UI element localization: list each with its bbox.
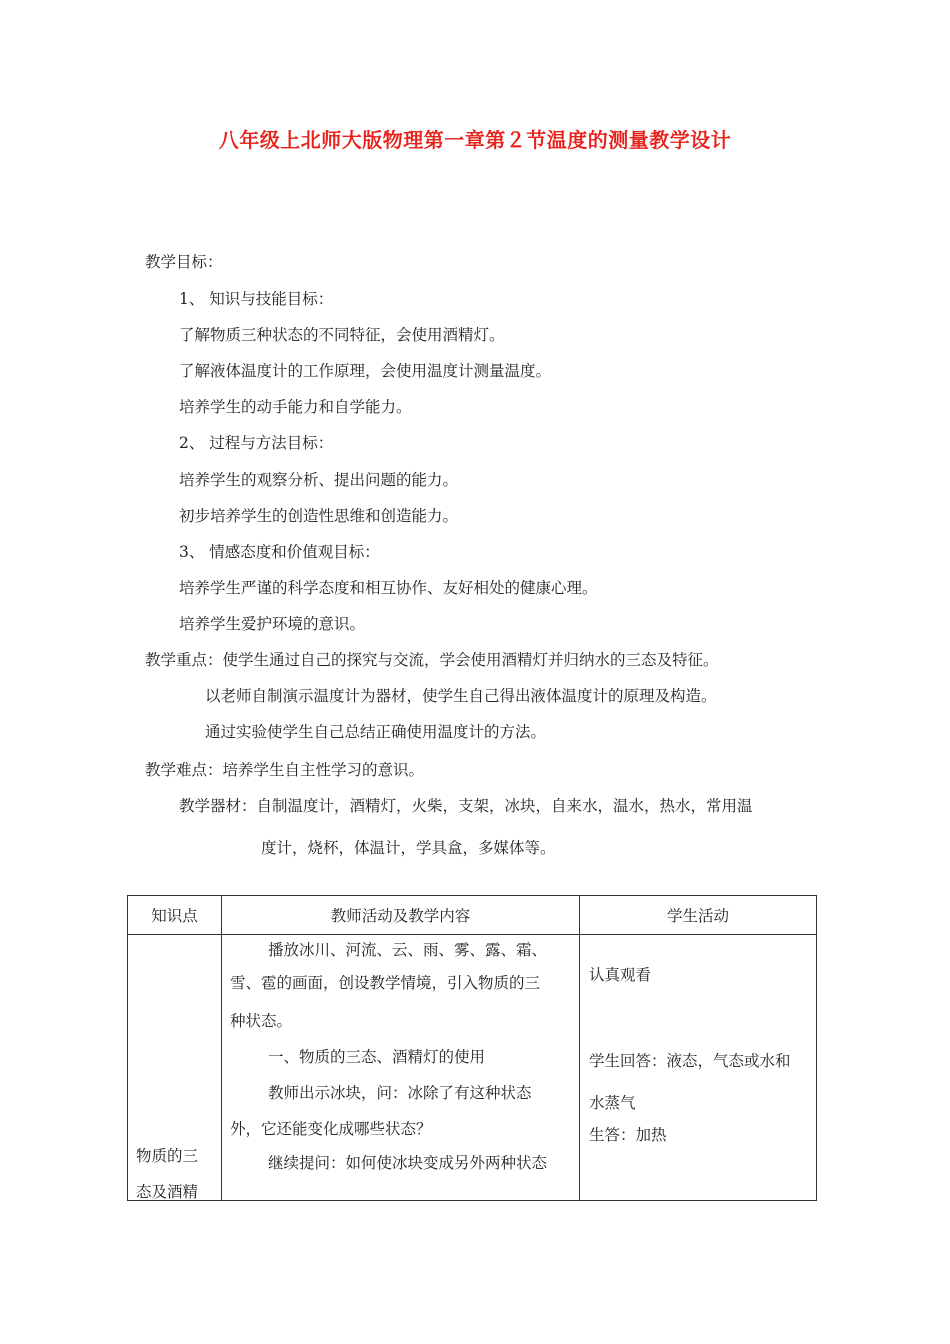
teacher-activity-cell (222, 935, 580, 1201)
document-title: 八年级上北师大版物理第一章第２节温度的测量教学设计 (218, 128, 732, 152)
objective-item: 培养学生严谨的科学态度和相互协作、友好相处的健康心理。 (179, 579, 598, 597)
teacher-line: 种状态。 (230, 1012, 293, 1030)
student-activity-cell (580, 935, 817, 1201)
equipment-line: 教学器材：自制温度计，酒精灯，火柴，支架，冰块，自来水，温水，热水，常用温 (179, 797, 753, 815)
equipment-line: 度计，烧杯，体温计，学具盒，多媒体等。 (261, 839, 556, 857)
objective-item: 培养学生的观察分析、提出问题的能力。 (179, 471, 459, 489)
table-row (128, 935, 817, 1201)
lesson-table (127, 895, 817, 1201)
key-points-line: 以老师自制演示温度计为器材，使学生自己得出液体温度计的原理及构造。 (205, 687, 717, 705)
objective-section-3-label: 3、 情感态度和价值观目标： (179, 543, 380, 561)
teacher-line: 教师出示冰块，问：冰除了有这种状态 (268, 1084, 532, 1102)
header-knowledge-point: 知识点 (128, 896, 222, 935)
header-student-activity: 学生活动 (580, 896, 817, 935)
student-line: 生答：加热 (589, 1126, 667, 1144)
objective-section-1-label: 1、 知识与技能目标： (179, 290, 334, 308)
objective-section-2-label: 2、 过程与方法目标： (179, 434, 334, 452)
student-line: 认真观看 (589, 966, 652, 984)
teacher-line: 播放冰川、河流、云、雨、雾、露、霜、 (268, 941, 548, 959)
student-line: 水蒸气 (589, 1094, 636, 1112)
header-teacher-activity: 教师活动及教学内容 (222, 896, 580, 935)
objective-item: 培养学生的动手能力和自学能力。 (179, 398, 412, 416)
knowledge-point-cell (128, 935, 222, 1201)
objective-item: 了解物质三种状态的不同特征，会使用酒精灯。 (179, 326, 505, 344)
objective-item: 初步培养学生的创造性思维和创造能力。 (179, 507, 459, 525)
student-line: 学生回答：液态，气态或水和 (589, 1052, 791, 1070)
objective-item: 了解液体温度计的工作原理，会使用温度计测量温度。 (179, 362, 552, 380)
knowledge-point-line: 物质的三 (136, 1147, 199, 1165)
difficulty-line: 教学难点：培养学生自主性学习的意识。 (145, 761, 425, 779)
table-header-row (128, 896, 817, 935)
objective-item: 培养学生爱护环境的意识。 (179, 615, 366, 633)
key-points-line: 教学重点：使学生通过自己的探究与交流，学会使用酒精灯并归纳水的三态及特征。 (145, 651, 719, 669)
teacher-line: 雪、雹的画面，创设教学情境，引入物质的三 (230, 974, 541, 992)
teacher-line: 一、物质的三态、酒精灯的使用 (268, 1048, 486, 1066)
knowledge-point-line: 态及酒精 (136, 1183, 199, 1201)
teacher-line: 继续提问：如何使冰块变成另外两种状态 (268, 1154, 548, 1172)
objectives-heading: 教学目标： (145, 253, 223, 271)
key-points-line: 通过实验使学生自己总结正确使用温度计的方法。 (205, 723, 547, 741)
teacher-line: 外，它还能变化成哪些状态？ (230, 1120, 432, 1138)
